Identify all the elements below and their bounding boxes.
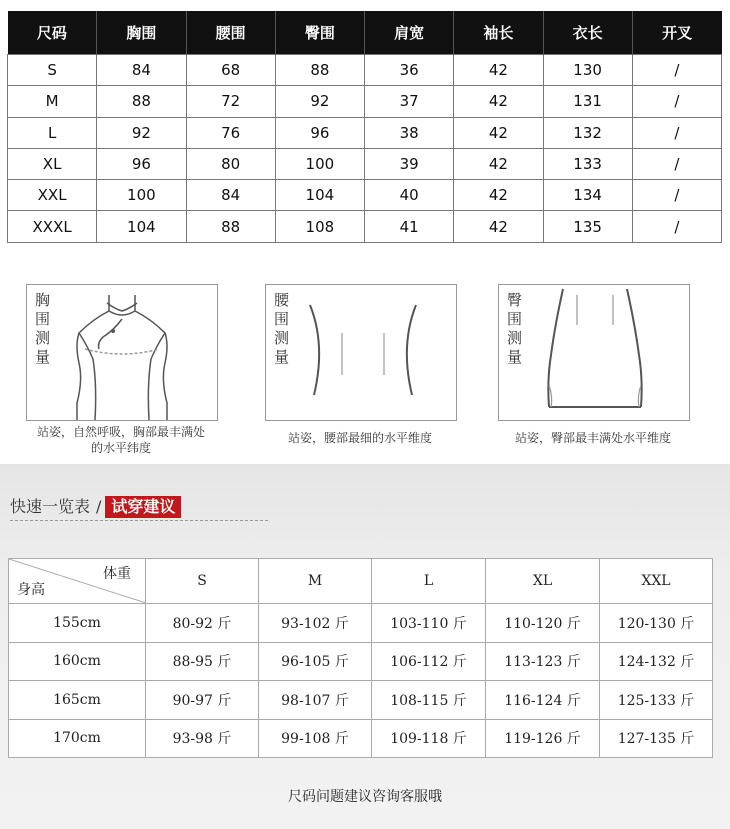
weight-range-cell: 99-108 斤 (259, 719, 372, 758)
weight-range-cell: 113-123 斤 (486, 642, 600, 681)
header-length: 衣长 (543, 11, 632, 55)
size-value-cell: 42 (454, 86, 543, 117)
waist-measure-card (265, 284, 457, 421)
weight-range-cell: 124-132 斤 (600, 642, 713, 681)
size-value-cell: 80 (186, 148, 275, 179)
qipao-bust-illustration (27, 285, 217, 420)
size-value-cell: / (632, 180, 721, 211)
size-value-cell: 133 (543, 148, 632, 179)
weight-range-cell: 109-118 斤 (372, 719, 486, 758)
customer-service-note: 尺码问题建议咨询客服哦 (288, 789, 442, 805)
weight-range-cell: 120-130 斤 (600, 604, 713, 643)
fit-size-xl: XL (486, 559, 600, 604)
header-hip: 臀围 (275, 11, 364, 55)
header-bust: 胸围 (97, 11, 186, 55)
size-value-cell: 42 (454, 55, 543, 86)
qipao-waist-illustration (266, 285, 456, 420)
size-chart-row (8, 148, 722, 179)
bust-measure-label: 胸围测量 (35, 291, 51, 366)
size-value-cell: 68 (186, 55, 275, 86)
corner-weight-label: 体重 (103, 566, 131, 582)
height-cell: 160cm (9, 642, 146, 681)
size-value-cell: 92 (97, 117, 186, 148)
fit-table-row (9, 604, 713, 643)
quick-table-title: 快速一览表 (10, 497, 91, 516)
size-value-cell: 84 (186, 180, 275, 211)
size-value-cell: 37 (365, 86, 454, 117)
weight-range-cell: 108-115 斤 (372, 681, 486, 720)
size-value-cell: / (632, 117, 721, 148)
qipao-hip-illustration (499, 285, 689, 420)
size-value-cell: 76 (186, 117, 275, 148)
size-value-cell: 41 (365, 211, 454, 242)
size-value-cell: 104 (97, 211, 186, 242)
size-value-cell: / (632, 55, 721, 86)
size-chart-row (8, 55, 722, 86)
size-value-cell: 88 (275, 55, 364, 86)
size-chart-table (7, 11, 722, 243)
weight-range-cell: 125-133 斤 (600, 681, 713, 720)
heading-dashed-divider (10, 520, 268, 521)
size-value-cell: 38 (365, 117, 454, 148)
weight-range-cell: 103-110 斤 (372, 604, 486, 643)
size-chart-row (8, 117, 722, 148)
height-cell: 165cm (9, 681, 146, 720)
header-shoulder: 肩宽 (365, 11, 454, 55)
size-value-cell: 134 (543, 180, 632, 211)
fit-suggestion-badge: 试穿建议 (105, 496, 181, 518)
weight-range-cell: 119-126 斤 (486, 719, 600, 758)
header-sleeve: 袖长 (454, 11, 543, 55)
hip-measure-label: 臀围测量 (507, 291, 523, 366)
weight-range-cell: 93-102 斤 (259, 604, 372, 643)
bust-measure-caption: 站姿，自然呼吸，胸部最丰满处 的水平纬度 (36, 425, 205, 455)
hip-measure-card (498, 284, 690, 421)
title-separator: / (96, 497, 102, 516)
height-cell: 155cm (9, 604, 146, 643)
fit-table-header-row (9, 559, 713, 604)
fit-size-m: M (259, 559, 372, 604)
size-value-cell: / (632, 211, 721, 242)
fit-table-row (9, 681, 713, 720)
size-value-cell: 72 (186, 86, 275, 117)
header-waist: 腰围 (186, 11, 275, 55)
fit-table-body (9, 604, 713, 758)
weight-range-cell: 110-120 斤 (486, 604, 600, 643)
size-chart-row (8, 180, 722, 211)
size-value-cell: 88 (186, 211, 275, 242)
weight-range-cell: 106-112 斤 (372, 642, 486, 681)
size-value-cell: / (632, 148, 721, 179)
size-label-cell: M (8, 86, 97, 117)
size-label-cell: XXL (8, 180, 97, 211)
size-value-cell: 96 (97, 148, 186, 179)
size-value-cell: 104 (275, 180, 364, 211)
size-value-cell: 42 (454, 211, 543, 242)
waist-measure-caption: 站姿，腰部最细的水平维度 (287, 431, 432, 445)
size-chart-row (8, 86, 722, 117)
size-label-cell: XL (8, 148, 97, 179)
fit-size-xxl: XXL (600, 559, 713, 604)
size-value-cell: 100 (275, 148, 364, 179)
fit-suggestion-section (0, 464, 730, 829)
size-value-cell: 132 (543, 117, 632, 148)
fit-table-row (9, 642, 713, 681)
size-value-cell: 88 (97, 86, 186, 117)
size-value-cell: 84 (97, 55, 186, 86)
weight-range-cell: 88-95 斤 (146, 642, 259, 681)
header-slit: 开叉 (632, 11, 721, 55)
weight-range-cell: 127-135 斤 (600, 719, 713, 758)
corner-height-label: 身高 (17, 582, 45, 598)
quick-table-heading (10, 494, 181, 517)
size-value-cell: 131 (543, 86, 632, 117)
size-value-cell: 135 (543, 211, 632, 242)
size-value-cell: 42 (454, 148, 543, 179)
size-value-cell: 130 (543, 55, 632, 86)
weight-range-cell: 90-97 斤 (146, 681, 259, 720)
size-value-cell: 39 (365, 148, 454, 179)
weight-range-cell: 116-124 斤 (486, 681, 600, 720)
bust-measure-card (26, 284, 218, 421)
fit-size-l: L (372, 559, 486, 604)
hip-measure-caption: 站姿，臀部最丰满处水平维度 (514, 431, 671, 445)
size-value-cell: 96 (275, 117, 364, 148)
size-value-cell: 42 (454, 117, 543, 148)
waist-measure-label: 腰围测量 (274, 291, 290, 366)
size-value-cell: 36 (365, 55, 454, 86)
height-cell: 170cm (9, 719, 146, 758)
size-chart-body (8, 55, 722, 243)
size-value-cell: / (632, 86, 721, 117)
header-size: 尺码 (8, 11, 97, 55)
fit-table-corner-cell (9, 559, 146, 604)
size-value-cell: 108 (275, 211, 364, 242)
weight-range-cell: 80-92 斤 (146, 604, 259, 643)
size-value-cell: 92 (275, 86, 364, 117)
height-weight-table (8, 558, 713, 758)
size-label-cell: L (8, 117, 97, 148)
weight-range-cell: 96-105 斤 (259, 642, 372, 681)
size-value-cell: 100 (97, 180, 186, 211)
size-label-cell: S (8, 55, 97, 86)
size-value-cell: 40 (365, 180, 454, 211)
size-chart-row (8, 211, 722, 242)
weight-range-cell: 98-107 斤 (259, 681, 372, 720)
weight-range-cell: 93-98 斤 (146, 719, 259, 758)
size-value-cell: 42 (454, 180, 543, 211)
fit-table-row (9, 719, 713, 758)
size-label-cell: XXXL (8, 211, 97, 242)
size-chart-header-row (8, 11, 722, 55)
fit-size-s: S (146, 559, 259, 604)
